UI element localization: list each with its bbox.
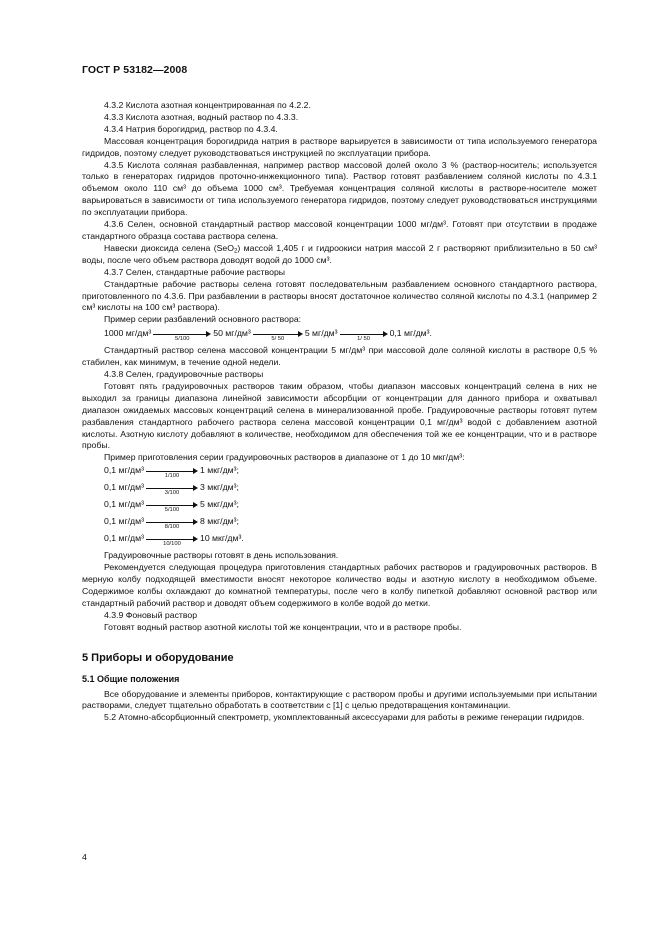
calibration-series: [82, 465, 597, 550]
series-source: 0,1 мг/дм³: [104, 465, 144, 476]
chain-value-1: 50 мг/дм³: [213, 328, 251, 339]
paragraph-borohydride: Массовая концентрация борогидрида натрия в растворе варьируется в зависимости от типа используемого генератора гидридов, поэтому следует руководствоваться инструкцией по эксплуатации прибора.: [82, 135, 597, 158]
paragraph-selenium-dioxide-part-a: Навески диоксида селена (SeO: [104, 242, 235, 253]
paragraph-selenium-dioxide: [82, 243, 597, 267]
section-5-1-title: 5.1 Общие положения: [82, 673, 180, 684]
arrow-icon: [153, 328, 211, 344]
arrow-icon: [253, 328, 303, 344]
page-number: 4: [82, 852, 87, 862]
chain-ratio-1: 5/100: [174, 336, 190, 343]
series-source: 0,1 мг/дм³: [104, 482, 144, 493]
chain-ratio-2: 5/ 50: [271, 336, 285, 343]
series-target: 8 мкг/дм³;: [199, 516, 239, 527]
series-target: 5 мкг/дм³;: [199, 499, 239, 510]
document-header: ГОСТ Р 53182—2008: [82, 64, 188, 76]
series-target: 1 мкг/дм³;: [199, 465, 239, 476]
paragraph-procedure: Рекомендуется следующая процедура приготовления стандартных рабочих растворов и градуировочных растворов. В мерную колбу подходящей вместимости вносят некоторое количество воды и азотную кислоту в необходимом объеме. Содержимое колбы охлаждают до комнатной температуры, после чего в колбу пипеткой добавляют основной раствор или стандартный рабочий раствор и доводят объем содержимого в колбе водой до метки.: [82, 562, 597, 608]
paragraph-calibration: Готовят пять градуировочных растворов таким образом, чтобы диапазон массовых концентраций селена в них не выходил за границы диапазона линейной зависимости абсорбции от концентрации для данного прибора и охватывал диапазон ожидаемых массовых концентраций селена в минерализованной пробе. Градуировочные растворы готовят путем разбавления стандартного рабочего раствора селена массовой концентрации 0,1 мг/дм³ водой с добавлением азотной кислоты. Азотную кислоту добавляют в количестве, необходимом для обеспечения той же ее концентрации, что и в растворе пробы.: [82, 380, 597, 451]
series-intro: Пример приготовления серии градуировочных растворов в диапазоне от 1 до 10 мкг/дм³:: [104, 452, 465, 463]
series-ratio: 3/100: [164, 490, 180, 497]
section-5-2-paragraph: 5.2 Атомно-абсорбционный спектрометр, укомплектованный аксессуарами для работы в режиме генерации гидридов.: [104, 712, 585, 723]
arrow-icon: [146, 533, 198, 549]
paragraph-stability: Стандартный раствор селена массовой концентрации 5 мг/дм³ при массовой доле соляной кислоты в растворе 0,5 % стабилен, как минимум, в течение одной недели.: [82, 345, 597, 368]
series-row: [82, 516, 597, 533]
chain-value-2: 5 мг/дм³: [304, 328, 338, 339]
series-source: 0,1 мг/дм³: [104, 533, 144, 544]
series-ratio: 1/100: [164, 473, 180, 480]
series-target: 3 мкг/дм³;: [199, 482, 239, 493]
subscript-2: 2: [234, 248, 238, 255]
arrow-icon: [340, 328, 388, 344]
arrow-icon: [146, 465, 198, 481]
clause-4-3-7: 4.3.7 Селен, стандартные рабочие растворы: [104, 266, 286, 277]
series-ratio: 10/100: [163, 541, 181, 548]
paragraph-selenium-dioxide-part-b: ) массой 1,405 г и гидроокиси натрия массой 2 г растворяют приблизительно в 50 см³ воды, после чего объем раствора доводят водой до 1000 см³.: [82, 242, 598, 265]
arrow-icon: [146, 499, 198, 515]
clause-4-3-5: 4.3.5 Кислота соляная разбавленная, например раствор массовой долей около 3 % (раствор-носитель; используется только в генераторах гидридов проточно-инжекционного типа). Раствор готовят разбавлением соляной кислоты по 4.3.1 объемом около 110 см³ до объема 1000 см³. Требуемая концентрация соляной кислоты в растворе-носителе может варьироваться в зависимости от типа используемого генератора гидридов, поэтому следует руководствоваться инструкциями по эксплуатации прибора.: [82, 159, 597, 218]
arrow-icon: [146, 482, 198, 498]
chain-value-0: 1000 мг/дм³: [104, 328, 152, 339]
chain-value-3: 0,1 мг/дм³.: [389, 328, 432, 339]
dilution-chain: [82, 328, 597, 345]
arrow-icon: [146, 516, 198, 532]
series-row: [82, 499, 597, 516]
clause-4-3-9: 4.3.9 Фоновый раствор: [104, 609, 198, 620]
series-target: 10 мкг/дм³.: [199, 533, 244, 544]
paragraph-background-solution: Готовят водный раствор азотной кислоты той же концентрации, что и в растворе пробы.: [104, 621, 462, 632]
clause-4-3-8: 4.3.8 Селен, градуировочные растворы: [104, 369, 264, 380]
section-5-title: 5 Приборы и оборудование: [82, 651, 234, 664]
clause-4-3-2: 4.3.2 Кислота азотная концентрированная по 4.2.2.: [104, 100, 311, 110]
series-row: [82, 533, 597, 550]
clause-4-3-3: 4.3.3 Кислота азотная, водный раствор по 4.3.3.: [104, 111, 299, 122]
clause-4-3-6: 4.3.6 Селен, основной стандартный раствор массовой концентрации 1000 мг/дм³. Готовят при отсутствии в продаже стандартного образца состава раствора селена.: [82, 219, 597, 241]
series-ratio: 8/100: [164, 524, 180, 531]
series-source: 0,1 мг/дм³: [104, 499, 144, 510]
series-row: [82, 482, 597, 499]
paragraph-working-solutions: Стандартные рабочие растворы селена готовят последовательным разбавлением основного стандартного раствора, приготовленного по 4.3.6. При разбавлении в растворы вносят достаточное количество соляной кислоты по 4.3.1 (например 2 см³ кислоты на 100 см³ раствора).: [82, 278, 597, 313]
example-label: Пример серии разбавлений основного раствора:: [104, 314, 302, 325]
section-5-1-paragraph: Все оборудование и элементы приборов, контактирующие с раствором пробы и другими используемыми при испытании растворами, следует тщательно обработать в соответствии с [1] с целью предотвращения контаминации.: [82, 688, 597, 711]
document-body: [82, 100, 597, 724]
chain-ratio-3: 1/ 50: [357, 336, 371, 343]
series-ratio: 5/100: [164, 507, 180, 514]
paragraph-daily: Градуировочные растворы готовят в день использования.: [104, 550, 339, 561]
clause-4-3-4: 4.3.4 Натрия борогидрид, раствор по 4.3.4.: [104, 123, 278, 134]
series-source: 0,1 мг/дм³: [104, 516, 144, 527]
series-row: [82, 465, 597, 482]
